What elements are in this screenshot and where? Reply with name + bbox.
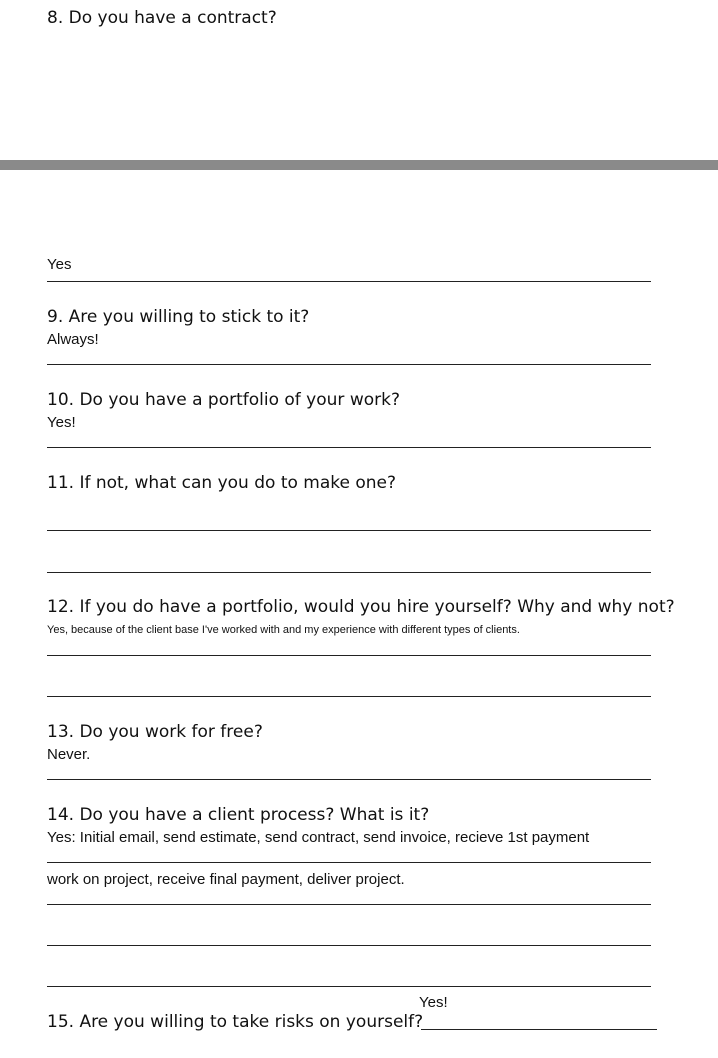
- question-8: 8. Do you have a contract?: [47, 8, 277, 28]
- answer-10: Yes!: [47, 414, 76, 431]
- answer-line: [47, 986, 651, 987]
- answer-line: [47, 655, 651, 656]
- question-14: 14. Do you have a client process? What is it?: [47, 805, 430, 825]
- question-10: 10. Do you have a portfolio of your work?: [47, 390, 400, 410]
- answer-8: Yes: [47, 256, 72, 273]
- answer-line: [47, 945, 651, 946]
- answer-12: Yes, because of the client base I've worked with and my experience with different types of clients.: [47, 624, 520, 636]
- answer-15: Yes!: [419, 994, 448, 1011]
- answer-14-line-1: Yes: Initial email, send estimate, send contract, send invoice, recieve 1st payment: [47, 829, 590, 846]
- answer-line: [47, 572, 651, 573]
- answer-line: [47, 447, 651, 448]
- answer-9: Always!: [47, 331, 99, 348]
- answer-13: Never.: [47, 746, 91, 763]
- answer-line: [47, 779, 651, 780]
- question-11: 11. If not, what can you do to make one?: [47, 473, 397, 493]
- answer-line: [47, 530, 651, 531]
- answer-line: [47, 281, 651, 282]
- question-12: 12. If you do have a portfolio, would you hire yourself? Why and why not?: [47, 597, 675, 617]
- answer-line: [47, 696, 651, 697]
- page-break-divider: [0, 160, 718, 170]
- answer-14-line-2: work on project, receive final payment, deliver project.: [47, 871, 405, 888]
- question-9: 9. Are you willing to stick to it?: [47, 307, 310, 327]
- question-13: 13. Do you work for free?: [47, 722, 263, 742]
- answer-blank-line: [421, 1029, 657, 1030]
- answer-line: [47, 904, 651, 905]
- answer-line: [47, 862, 651, 863]
- question-15: 15. Are you willing to take risks on yourself?: [47, 1012, 424, 1032]
- answer-line: [47, 364, 651, 365]
